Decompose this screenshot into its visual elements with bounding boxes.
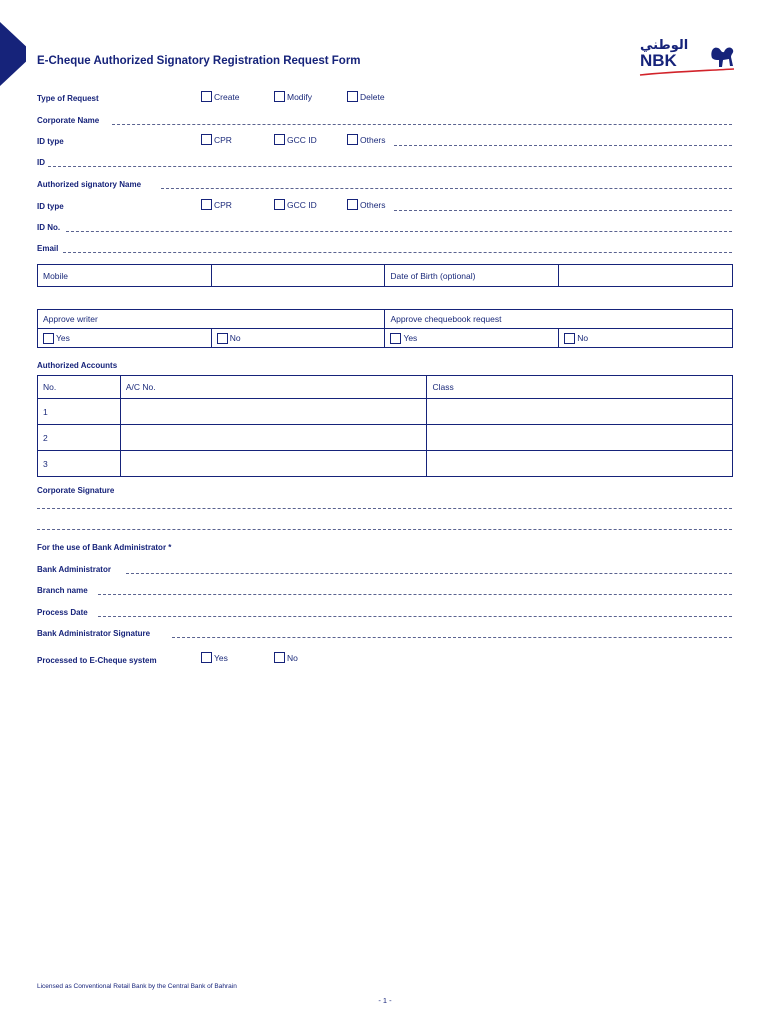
table-row (38, 425, 733, 451)
cpr-option-2[interactable]: CPR (201, 199, 232, 210)
row-number: 1 (38, 399, 121, 425)
process-date-label: Process Date (37, 608, 88, 617)
corner-tab (0, 22, 26, 86)
authorized-accounts-table (37, 375, 733, 477)
row-number: 2 (38, 425, 121, 451)
delete-checkbox[interactable] (347, 91, 358, 102)
others-field[interactable] (394, 145, 732, 146)
row-number: 3 (38, 451, 121, 477)
processed-yes-option[interactable]: Yes (201, 652, 228, 663)
email-label: Email (37, 244, 59, 253)
processed-no-checkbox[interactable] (274, 652, 285, 663)
approve-writer-no-checkbox[interactable] (217, 333, 228, 344)
bank-admin-signature-label: Bank Administrator Signature (37, 629, 151, 638)
delete-option[interactable]: Delete (347, 91, 385, 102)
camel-icon (711, 48, 733, 67)
approve-writer-yes[interactable]: Yes (38, 329, 212, 348)
ac-no-cell[interactable] (120, 425, 427, 451)
approve-chequebook-yes[interactable]: Yes (385, 329, 559, 348)
class-cell[interactable] (427, 399, 733, 425)
modify-option[interactable]: Modify (274, 91, 312, 102)
corporate-name-label: Corporate Name (37, 116, 100, 125)
others-option-2[interactable]: Others (347, 199, 386, 210)
corporate-signature-label: Corporate Signature (37, 486, 115, 495)
others-option[interactable]: Others (347, 134, 386, 145)
ac-no-cell[interactable] (120, 451, 427, 477)
id-no-label: ID No. (37, 223, 61, 232)
branch-name-label: Branch name (37, 586, 88, 595)
cpr-checkbox-2[interactable] (201, 199, 212, 210)
header-no: No. (38, 376, 121, 399)
cpr-checkbox[interactable] (201, 134, 212, 145)
gcc-id-checkbox-2[interactable] (274, 199, 285, 210)
mobile-field[interactable] (211, 265, 385, 287)
dob-field[interactable] (559, 265, 733, 287)
authorized-signatory-name-label: Authorized signatory Name (37, 180, 142, 189)
bank-administrator-label: Bank Administrator (37, 565, 111, 574)
create-checkbox[interactable] (201, 91, 212, 102)
nbk-logo (638, 36, 736, 80)
process-date-field[interactable] (98, 616, 732, 617)
corporate-signature-line-2[interactable] (37, 529, 732, 530)
cpr-option[interactable]: CPR (201, 134, 232, 145)
mobile-dob-table (37, 264, 733, 287)
header-class: Class (427, 376, 733, 399)
bank-admin-heading: For the use of Bank Administrator * (37, 543, 172, 552)
gcc-id-option[interactable]: GCC ID (274, 134, 317, 145)
approve-chequebook-yes-checkbox[interactable] (390, 333, 401, 344)
processed-yes-checkbox[interactable] (201, 652, 212, 663)
bank-administrator-field[interactable] (126, 573, 732, 574)
authorized-signatory-name-field[interactable] (161, 188, 732, 189)
footer-license: Licensed as Conventional Retail Bank by the Central Bank of Bahrain (37, 983, 237, 990)
bank-admin-signature-field[interactable] (172, 637, 732, 638)
logo-arabic: الوطني (640, 38, 689, 53)
logo-latin: NBK (640, 51, 677, 70)
id-type-label-2: ID type (37, 202, 64, 211)
approve-chequebook-no-checkbox[interactable] (564, 333, 575, 344)
create-option[interactable]: Create (201, 91, 240, 102)
approve-writer-label: Approve writer (38, 310, 385, 329)
gcc-id-checkbox[interactable] (274, 134, 285, 145)
email-field[interactable] (63, 252, 732, 253)
form-title: E-Cheque Authorized Signatory Registration Request Form (37, 55, 361, 67)
id-label: ID (37, 158, 45, 167)
branch-name-field[interactable] (98, 594, 732, 595)
authorized-accounts-label: Authorized Accounts (37, 361, 118, 370)
corporate-name-field[interactable] (112, 124, 732, 125)
approve-chequebook-no[interactable]: No (559, 329, 733, 348)
processed-no-option[interactable]: No (274, 652, 298, 663)
page-number: - 1 - (378, 996, 392, 1005)
approve-chequebook-label: Approve chequebook request (385, 310, 733, 329)
ac-no-cell[interactable] (120, 399, 427, 425)
class-cell[interactable] (427, 451, 733, 477)
id-field[interactable] (48, 166, 732, 167)
id-no-field[interactable] (66, 231, 732, 232)
corporate-signature-line-1[interactable] (37, 508, 732, 509)
type-of-request-label: Type of Request (37, 94, 99, 103)
id-type-label: ID type (37, 137, 64, 146)
dob-label: Date of Birth (optional) (385, 265, 559, 287)
approve-writer-yes-checkbox[interactable] (43, 333, 54, 344)
header-ac-no: A/C No. (120, 376, 427, 399)
others-checkbox[interactable] (347, 134, 358, 145)
modify-checkbox[interactable] (274, 91, 285, 102)
table-row (38, 451, 733, 477)
class-cell[interactable] (427, 425, 733, 451)
mobile-label: Mobile (38, 265, 212, 287)
others-field-2[interactable] (394, 210, 732, 211)
gcc-id-option-2[interactable]: GCC ID (274, 199, 317, 210)
processed-label: Processed to E-Cheque system (37, 656, 157, 665)
table-row (38, 399, 733, 425)
approve-writer-no[interactable]: No (211, 329, 385, 348)
approve-table (37, 309, 733, 348)
others-checkbox-2[interactable] (347, 199, 358, 210)
